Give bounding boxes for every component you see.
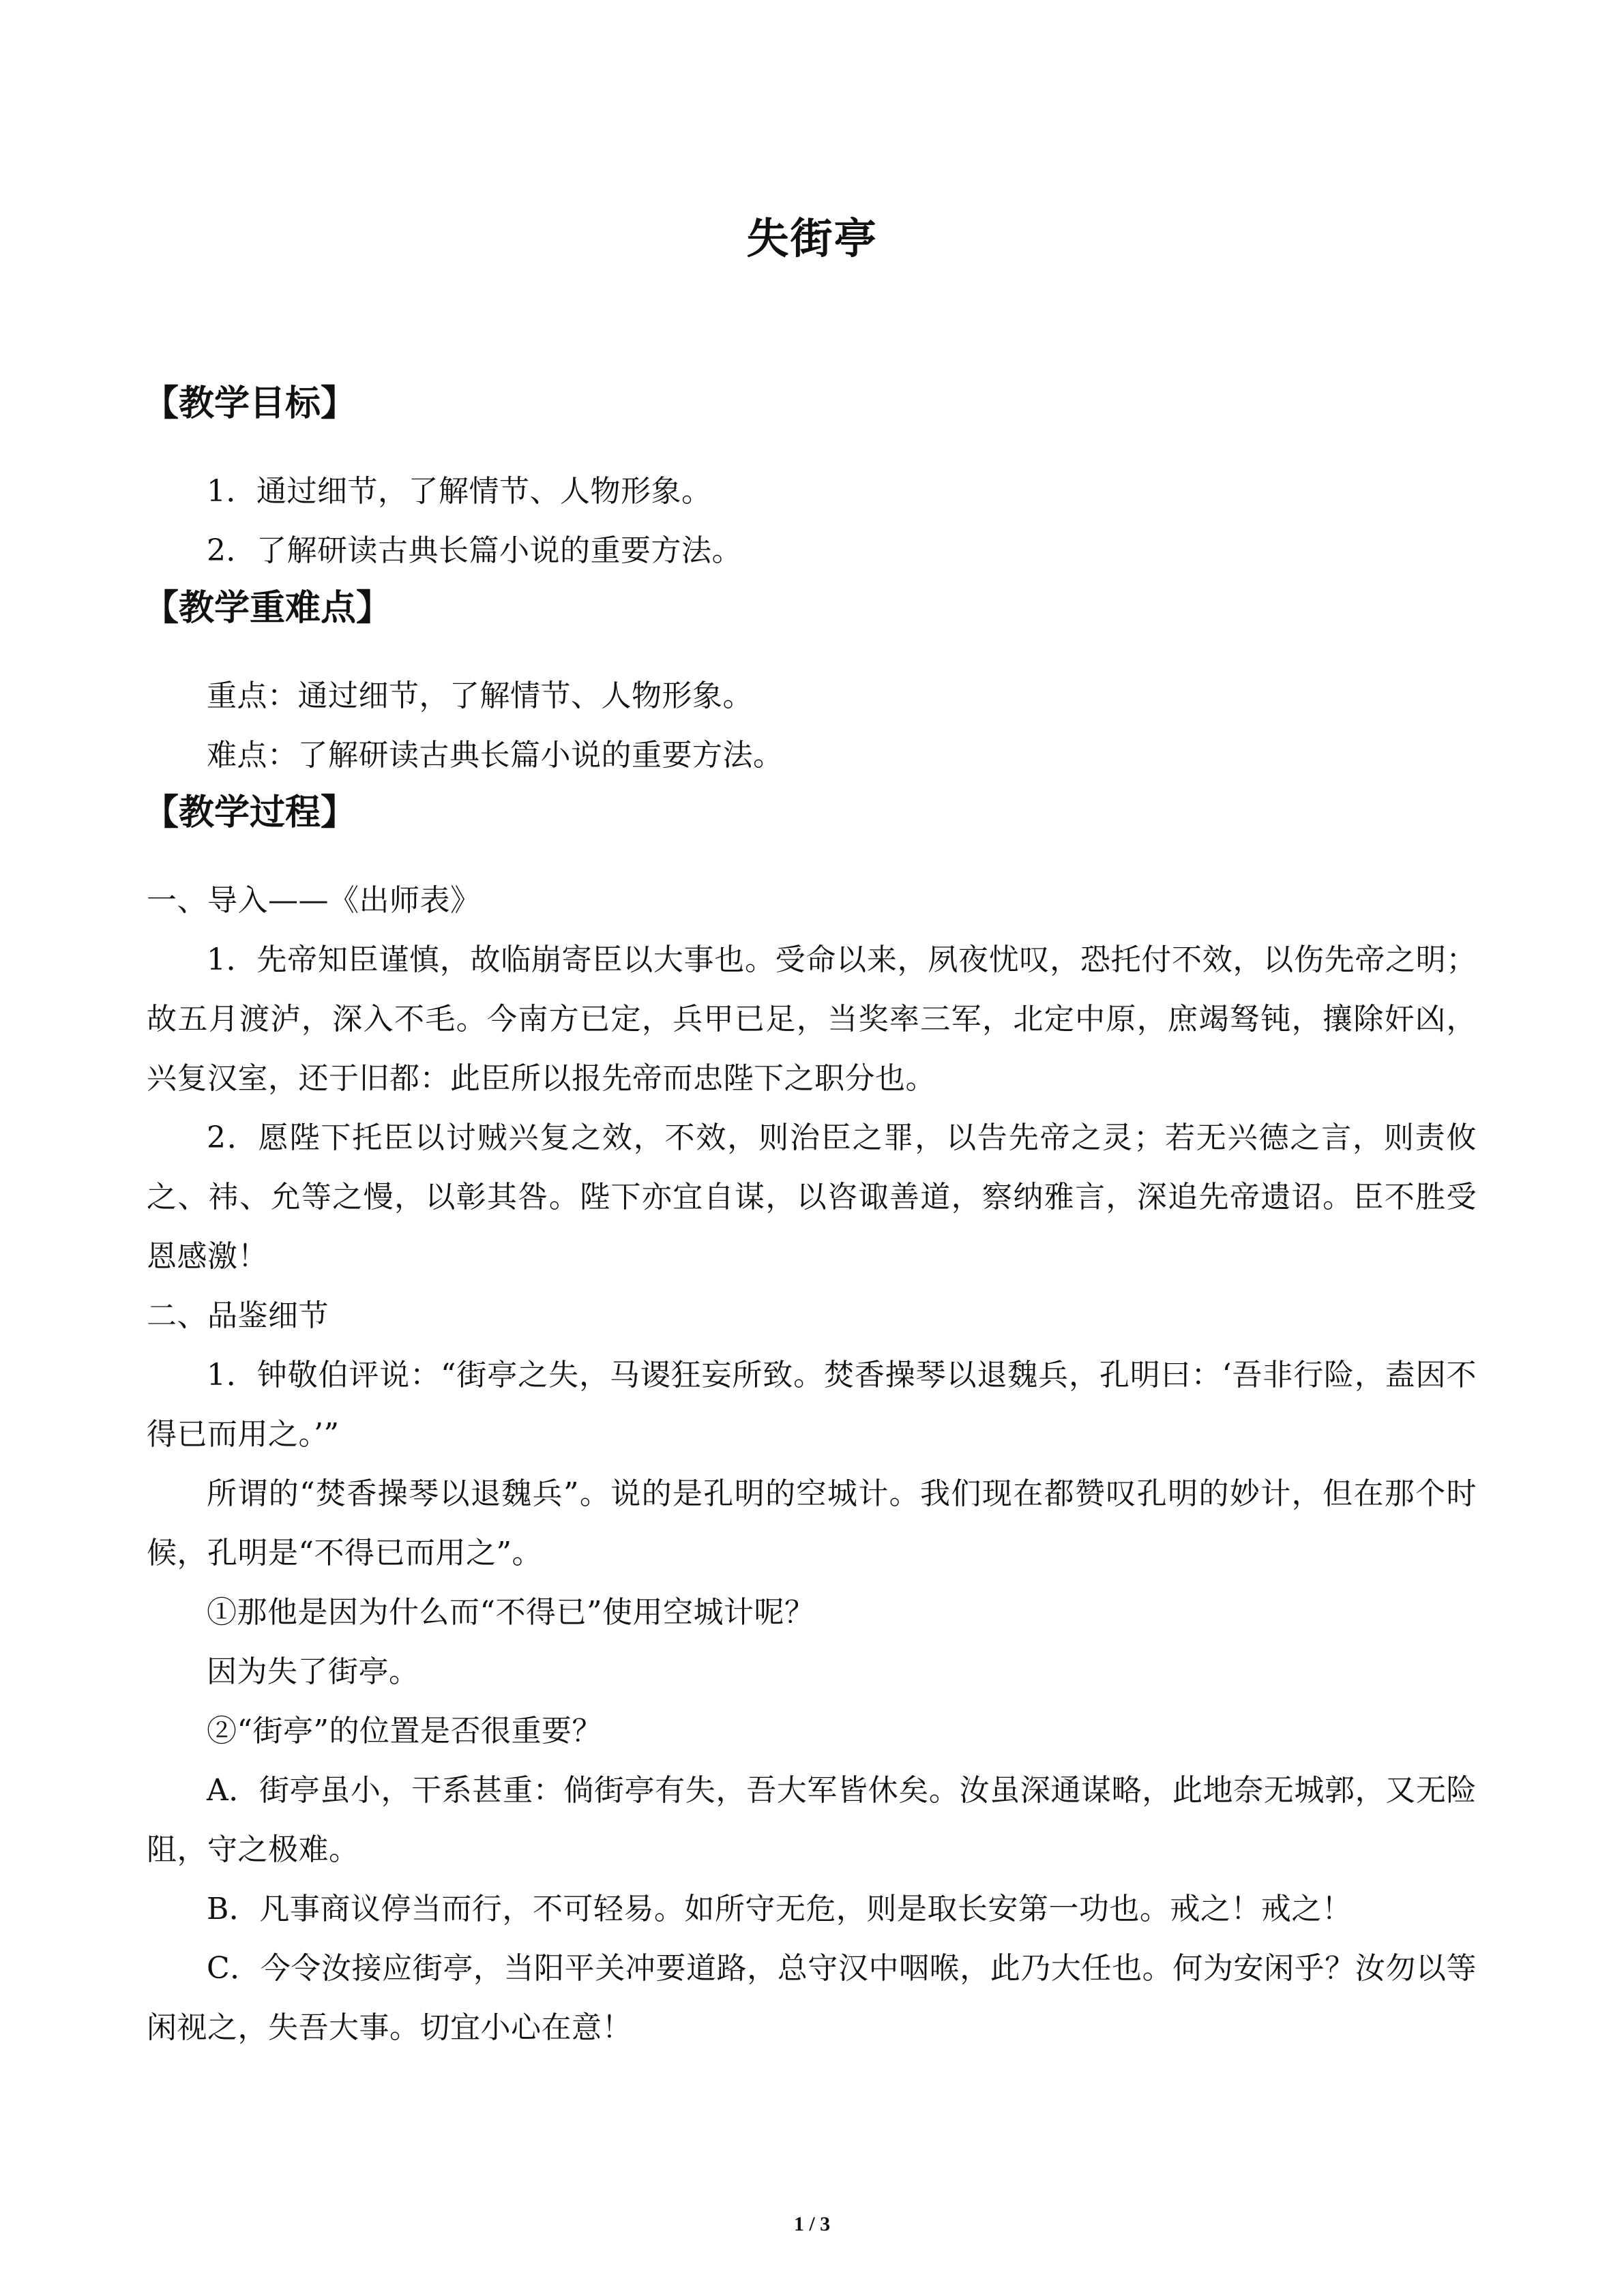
option-c: C．今令汝接应街亭，当阳平关冲要道路，总守汉中咽喉，此乃大任也。何为安闲乎？汝勿以等闲视之，失吾大事。切宜小心在意！ (147, 1951, 1477, 2045)
paragraph: 2．愿陛下托臣以讨贼兴复之效，不效，则治臣之罪，以告先帝之灵；若无兴德之言，则责攸之、祎、允等之慢，以彰其咎。陛下亦宜自谋，以咨诹善道，察纳雅言，深追先帝遗诏。臣不胜受恩感激！ (147, 1120, 1477, 1274)
keypoint-item: 难点：了解研读古典长篇小说的重要方法。 (207, 738, 784, 773)
paragraph: 1．先帝知臣谨慎，故临崩寄臣以大事也。受命以来，夙夜忧叹，恐托付不效，以伤先帝之明；故五月渡泸，深入不毛。今南方已定，兵甲已足，当奖率三军，北定中原，庶竭驽钝，攘除奸凶，兴复汉室，还于旧都：此臣所以报先帝而忠陛下之职分也。 (147, 942, 1477, 1096)
question: ②“街亭”的位置是否很重要？ (207, 1714, 602, 1748)
question: ①那他是因为什么而“不得已”使用空城计呢？ (207, 1595, 815, 1630)
section-heading-goals: 【教学目标】 (143, 383, 357, 424)
process-part-title: 二、品鉴细节 (147, 1298, 329, 1333)
keypoint-item: 重点：通过细节，了解情节、人物形象。 (207, 679, 753, 713)
process-part-title: 一、导入——《出师表》 (147, 883, 481, 918)
paragraph: 1．钟敬伯评说：“街亭之失，马谡狂妄所致。焚香操琴以退魏兵，孔明曰：‘吾非行险，盍因不得已而用之。’” (147, 1358, 1477, 1452)
answer: 因为失了街亭。 (207, 1654, 419, 1689)
option-a: A．街亭虽小，干系甚重：倘街亭有失，吾大军皆休矣。汝虽深通谋略，此地奈无城郭，又无险阻，守之极难。 (147, 1773, 1477, 1867)
section-heading-process: 【教学过程】 (143, 792, 357, 833)
option-b: B．凡事商议停当而行，不可轻易。如所守无危，则是取长安第一功也。戒之！戒之！ (207, 1892, 1353, 1926)
goal-item: 1．通过细节，了解情节、人物形象。 (207, 474, 712, 509)
page-number: 1 / 3 (793, 2213, 831, 2235)
section-heading-keypoints: 【教学重难点】 (143, 588, 392, 629)
paragraph: 所谓的“焚香操琴以退魏兵”。说的是孔明的空城计。我们现在都赞叹孔明的妙计，但在那个时候，孔明是“不得已而用之”。 (147, 1476, 1477, 1570)
goal-item: 2．了解研读古典长篇小说的重要方法。 (207, 533, 742, 568)
document-body (143, 378, 1477, 2057)
page-title: 失街亭 (746, 213, 878, 263)
